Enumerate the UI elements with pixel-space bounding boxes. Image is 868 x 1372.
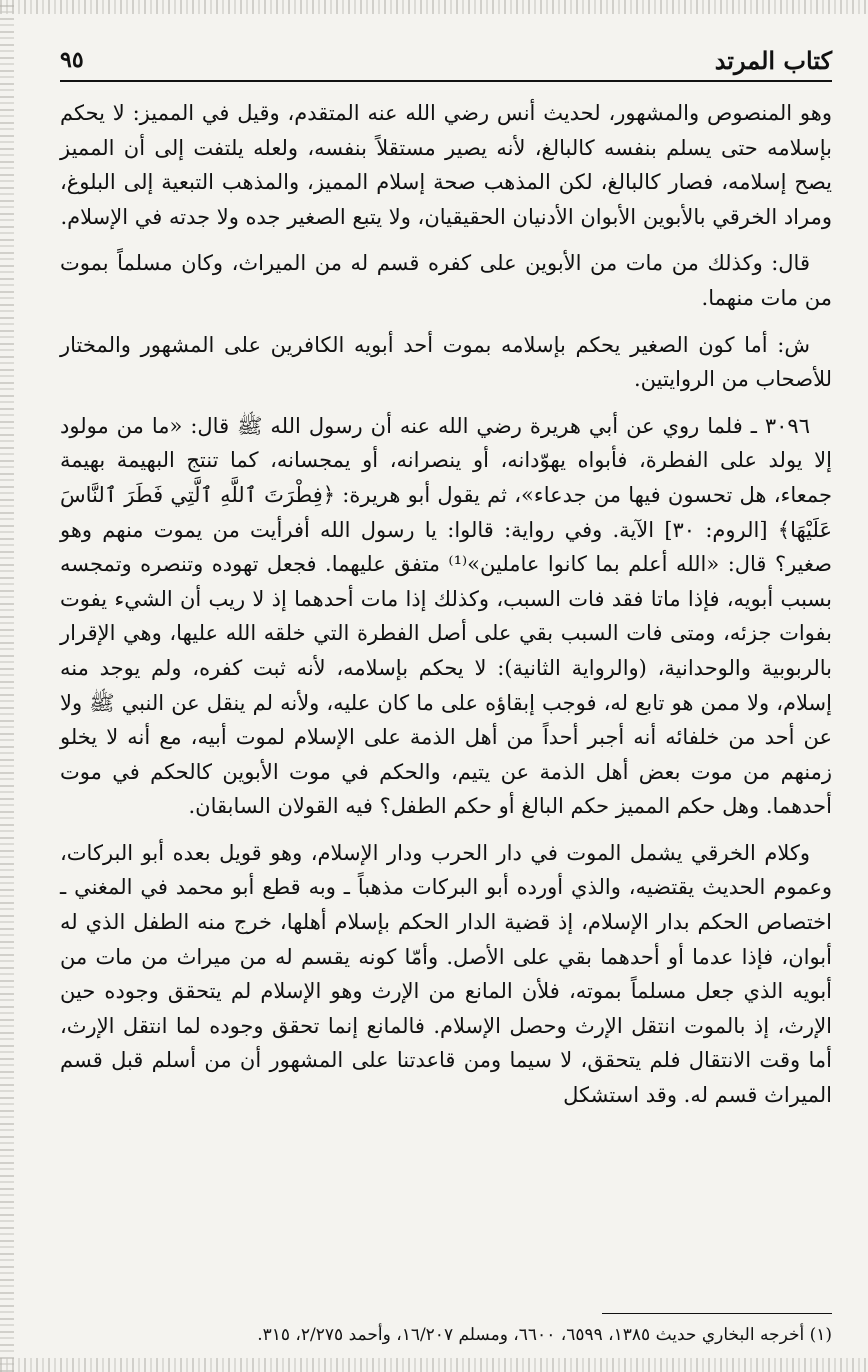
paragraph: ش: أما كون الصغير يحكم بإسلامه بموت أحد أبويه الكافرين على المشهور والمختار للأصحاب من الروايتين.	[60, 332, 832, 392]
scan-border-bottom	[0, 1358, 868, 1372]
body-text	[60, 96, 832, 1125]
book-title: كتاب المرتد	[714, 45, 832, 75]
scan-border-left	[0, 0, 14, 1372]
footnote: (١) أخرجه البخاري حديث ١٣٨٥، ٦٥٩٩، ٦٦٠٠، ومسلم ١٦/٢٠٧، وأحمد ٢/٢٧٥، ٣١٥.	[257, 1325, 832, 1345]
page-header	[60, 40, 832, 82]
paragraph: ٣٠٩٦ ـ فلما روي عن أبي هريرة رضي الله عنه أن رسول الله ﷺ قال: «ما من مولود إلا يولد على الفطرة، فأبواه يهوّدانه، أو ينصرانه، أو يمجسانه، كما تنتج البهيمة بهيمة جمعاء، هل تحسون فيها من جدعاء»، ثم يقول أبو هريرة: ﴿فِطْرَتَ ٱللَّهِ ٱلَّتِي فَطَرَ ٱلنَّاسَ عَلَيْهَا﴾ [الروم: ٣٠] الآية. وفي رواية: قالوا: يا رسول الله أفرأيت من يموت منهم وهو صغير؟ قال: «الله أعلم بما كانوا عاملين»⁽¹⁾ متفق عليهما. فجعل تهوده وتنصره وتمجسه بسبب أبويه، فإذا ماتا فقد فات السبب، وكذلك إذا مات أحدهما إذ لا ريب أن الشيء يفوت بفوات جزئه، ومتى فات السبب بقي على أصل الفطرة التي خلقه الله عليها، وهي الإقرار بالربوبية والوحدانية، (والرواية الثانية): لا يحكم بإسلامه، لأنه ثبت كفره، ولم يوجد منه إسلام، ولا ممن هو تابع له، فوجب إبقاؤه على ما كان عليه، ولأنه لم ينقل عن النبي ﷺ ولا عن أحد من خلفائه أنه أجبر أحداً من أهل الذمة على الإسلام لموت أبيه، مع أنه لا يخلو زمنهم من موت بعض أهل الذمة عن يتيم، والحكم في موت الأبوين كالحكم في موت أحدهما. وهل حكم المميز حكم البالغ أو حكم الطفل؟ فيه القولان السابقان.	[60, 413, 832, 819]
page-number: ٩٥	[60, 47, 84, 73]
paragraph: وهو المنصوص والمشهور، لحديث أنس رضي الله عنه المتقدم، وقيل في المميز: لا يحكم بإسلامه حتى يسلم بنفسه كالبالغ، لأنه يصير مستقلاً بنفسه، ولعله يلتفت إلى أن المميز يصح إسلامه، فصار كالبالغ، لكن المذهب صحة إسلام المميز، والمذهب التبعية إلى البلوغ، ومراد الخرقي بالأبوين الأبوان الأدنيان الحقيقيان، ولا يتبع الصغير جده ولا جدته في الإسلام.	[60, 101, 832, 229]
paragraph: وكلام الخرقي يشمل الموت في دار الحرب ودار الإسلام، وهو قويل بعده أبو البركات، وعموم الحديث يقتضيه، والذي أورده أبو البركات مذهباً ـ وبه قطع أبو محمد في المغني ـ اختصاص الحكم بدار الإسلام، إذ قضية الدار الحكم بإسلام أهلها، خرج منه الطفل الذي له أبوان، فإذا عدما أو أحدهما بقي على الأصل. وأمّا كونه يقسم له من ميراث من مات من أبويه الذي جعل مسلماً بموته، فلأن المانع من الإرث وهو الإسلام لم يتحقق وجوده حين الإرث، إذ بالموت انتقل الإرث وحصل الإسلام. فالمانع إنما تحقق وجوده لما انتقل الإرث، أما وقت الانتقال فلم يتحقق، لا سيما ومن قاعدتنا على المشهور أن من أسلم قبل قسم الميراث قسم له. وقد استشكل	[60, 840, 833, 1108]
scan-border-top	[0, 0, 868, 14]
paragraph: قال: وكذلك من مات من الأبوين على كفره قسم له من الميراث، وكان مسلماً بموت من مات منهما.	[60, 251, 832, 310]
footnote-separator	[602, 1313, 832, 1314]
